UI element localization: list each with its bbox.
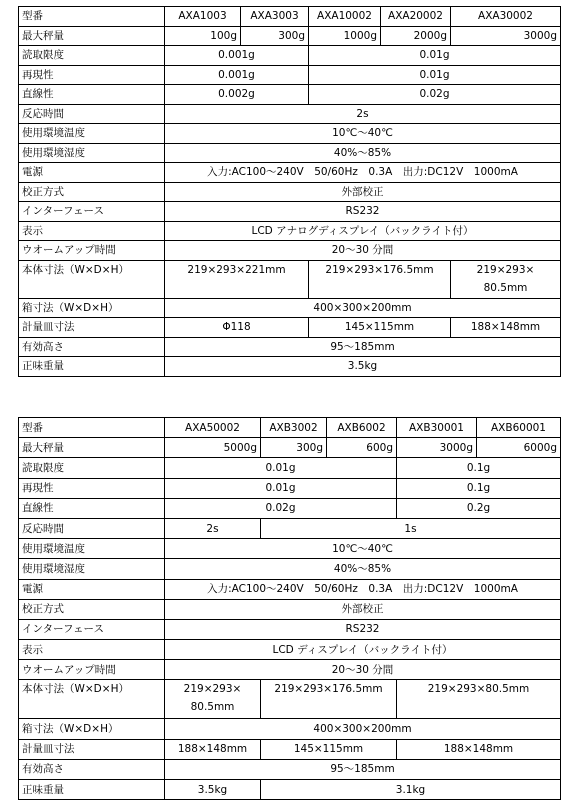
row-label: 箱寸法（W×D×H） [19, 298, 165, 318]
row-label: 電源 [19, 163, 165, 183]
row-height [19, 759, 561, 779]
value-cell: Φ118 [165, 318, 309, 338]
value-cell: 3.5kg [165, 357, 561, 377]
value-cell: 3000g [397, 438, 477, 458]
row-label: 最大秤量 [19, 438, 165, 458]
value-cell: 0.01g [309, 46, 561, 66]
row-weight [19, 780, 561, 800]
value-cell [165, 680, 261, 719]
row-label: 反応時間 [19, 518, 165, 538]
value-cell: 0.02g [165, 498, 397, 518]
row-label: 正味重量 [19, 357, 165, 377]
row-label: 読取限度 [19, 458, 165, 478]
row-label: 反応時間 [19, 104, 165, 124]
value-cell: RS232 [165, 619, 561, 639]
spec-table-1 [18, 6, 561, 377]
value-cell: 219×293×176.5mm [309, 260, 451, 298]
value-cell: 40%～85% [165, 559, 561, 579]
value-cell: 入力:AC100～240V 50/60Hz 0.3A 出力:DC12V 1000mA [165, 579, 561, 599]
row-label: 電源 [19, 579, 165, 599]
value-cell: 1000g [309, 26, 381, 46]
row-label: 最大秤量 [19, 26, 165, 46]
row-power [19, 163, 561, 183]
row-height [19, 337, 561, 357]
row-label: インターフェース [19, 202, 165, 222]
value-cell: 入力:AC100～240V 50/60Hz 0.3A 出力:DC12V 1000mA [165, 163, 561, 183]
value-cell: 40%～85% [165, 143, 561, 163]
model-cell: AXA1003 [165, 7, 241, 27]
value-cell [451, 260, 561, 298]
row-warmup [19, 241, 561, 261]
row-repeatability [19, 65, 561, 85]
row-linearity [19, 498, 561, 518]
value-line: 80.5mm [190, 701, 235, 714]
row-label: 直線性 [19, 498, 165, 518]
row-label: 校正方式 [19, 599, 165, 619]
value-line: 219×293× [183, 683, 242, 696]
value-cell: 5000g [165, 438, 261, 458]
value-cell: 219×293×221mm [165, 260, 309, 298]
value-cell: 188×148mm [165, 739, 261, 759]
row-linearity [19, 85, 561, 105]
value-cell: 6000g [477, 438, 561, 458]
row-capacity [19, 26, 561, 46]
spec-table-2 [18, 417, 561, 800]
row-temp [19, 539, 561, 559]
value-cell: 20～30 分間 [165, 241, 561, 261]
value-cell: LCD アナログディスプレイ（バックライト付） [165, 221, 561, 241]
row-label: 計量皿寸法 [19, 318, 165, 338]
value-line: 80.5mm [483, 281, 528, 294]
value-cell: 外部校正 [165, 599, 561, 619]
row-response [19, 104, 561, 124]
row-interface [19, 619, 561, 639]
value-cell: 3.1kg [261, 780, 561, 800]
model-cell: AXA30002 [451, 7, 561, 27]
value-cell: 145×115mm [309, 318, 451, 338]
row-label: 計量皿寸法 [19, 739, 165, 759]
value-cell: 0.01g [165, 478, 397, 498]
row-humidity [19, 559, 561, 579]
row-capacity [19, 438, 561, 458]
value-cell: 0.002g [165, 85, 309, 105]
row-label: 本体寸法（W×D×H） [19, 680, 165, 719]
row-calibration [19, 182, 561, 202]
row-repeatability [19, 478, 561, 498]
model-cell: AXB60001 [477, 418, 561, 438]
row-label: 箱寸法（W×D×H） [19, 719, 165, 739]
row-box-dimensions [19, 719, 561, 739]
row-label: 本体寸法（W×D×H） [19, 260, 165, 298]
value-cell: 400×300×200mm [165, 719, 561, 739]
value-cell: 3.5kg [165, 780, 261, 800]
value-cell: 300g [261, 438, 327, 458]
row-model [19, 7, 561, 27]
row-label: 表示 [19, 640, 165, 660]
row-label: インターフェース [19, 619, 165, 639]
value-cell: 0.2g [397, 498, 561, 518]
model-cell: AXA10002 [309, 7, 381, 27]
row-label: 再現性 [19, 478, 165, 498]
row-body-dimensions [19, 680, 561, 719]
row-body-dimensions [19, 260, 561, 298]
value-cell: 400×300×200mm [165, 298, 561, 318]
row-label: 使用環境湿度 [19, 559, 165, 579]
value-cell: 1s [261, 518, 561, 538]
row-label: 表示 [19, 221, 165, 241]
value-cell: 100g [165, 26, 241, 46]
row-readability [19, 46, 561, 66]
row-response [19, 518, 561, 538]
row-label: 直線性 [19, 85, 165, 105]
value-cell: 0.001g [165, 46, 309, 66]
row-label: 使用環境温度 [19, 539, 165, 559]
row-label: 使用環境湿度 [19, 143, 165, 163]
value-cell: LCD ディスプレイ（バックライト付） [165, 640, 561, 660]
row-label: 再現性 [19, 65, 165, 85]
row-display [19, 221, 561, 241]
value-cell: 2000g [381, 26, 451, 46]
row-box-dimensions [19, 298, 561, 318]
value-cell: 188×148mm [397, 739, 561, 759]
row-power [19, 579, 561, 599]
value-cell: 0.1g [397, 458, 561, 478]
value-cell: 0.01g [165, 458, 397, 478]
row-readability [19, 458, 561, 478]
value-cell: 0.02g [309, 85, 561, 105]
value-cell: 95～185mm [165, 759, 561, 779]
value-cell: 10℃～40℃ [165, 124, 561, 144]
value-cell: 2s [165, 518, 261, 538]
row-label: ウオームアップ時間 [19, 241, 165, 261]
row-temp [19, 124, 561, 144]
value-cell: 0.001g [165, 65, 309, 85]
value-cell: 300g [241, 26, 309, 46]
row-pan [19, 739, 561, 759]
row-pan [19, 318, 561, 338]
row-label: 使用環境温度 [19, 124, 165, 144]
value-cell: 145×115mm [261, 739, 397, 759]
value-cell: 外部校正 [165, 182, 561, 202]
value-cell: 10℃～40℃ [165, 539, 561, 559]
value-cell: 3000g [451, 26, 561, 46]
value-cell: 600g [327, 438, 397, 458]
value-cell: 95～185mm [165, 337, 561, 357]
model-cell: AXA3003 [241, 7, 309, 27]
model-cell: AXB30001 [397, 418, 477, 438]
value-cell: 20～30 分間 [165, 660, 561, 680]
value-cell: 219×293×176.5mm [261, 680, 397, 719]
value-cell: 0.01g [309, 65, 561, 85]
model-cell: AXA50002 [165, 418, 261, 438]
row-label: 有効高さ [19, 337, 165, 357]
row-label: ウオームアップ時間 [19, 660, 165, 680]
row-label: 型番 [19, 7, 165, 27]
row-label: 正味重量 [19, 780, 165, 800]
model-cell: AXB3002 [261, 418, 327, 438]
row-label: 有効高さ [19, 759, 165, 779]
value-cell: RS232 [165, 202, 561, 222]
row-calibration [19, 599, 561, 619]
value-cell: 219×293×80.5mm [397, 680, 561, 719]
value-cell: 2s [165, 104, 561, 124]
row-interface [19, 202, 561, 222]
row-display [19, 640, 561, 660]
model-cell: AXA20002 [381, 7, 451, 27]
row-warmup [19, 660, 561, 680]
row-weight [19, 357, 561, 377]
row-label: 校正方式 [19, 182, 165, 202]
row-model [19, 418, 561, 438]
value-cell: 0.1g [397, 478, 561, 498]
value-cell: 188×148mm [451, 318, 561, 338]
row-label: 読取限度 [19, 46, 165, 66]
row-humidity [19, 143, 561, 163]
model-cell: AXB6002 [327, 418, 397, 438]
value-line: 219×293× [476, 263, 535, 276]
row-label: 型番 [19, 418, 165, 438]
